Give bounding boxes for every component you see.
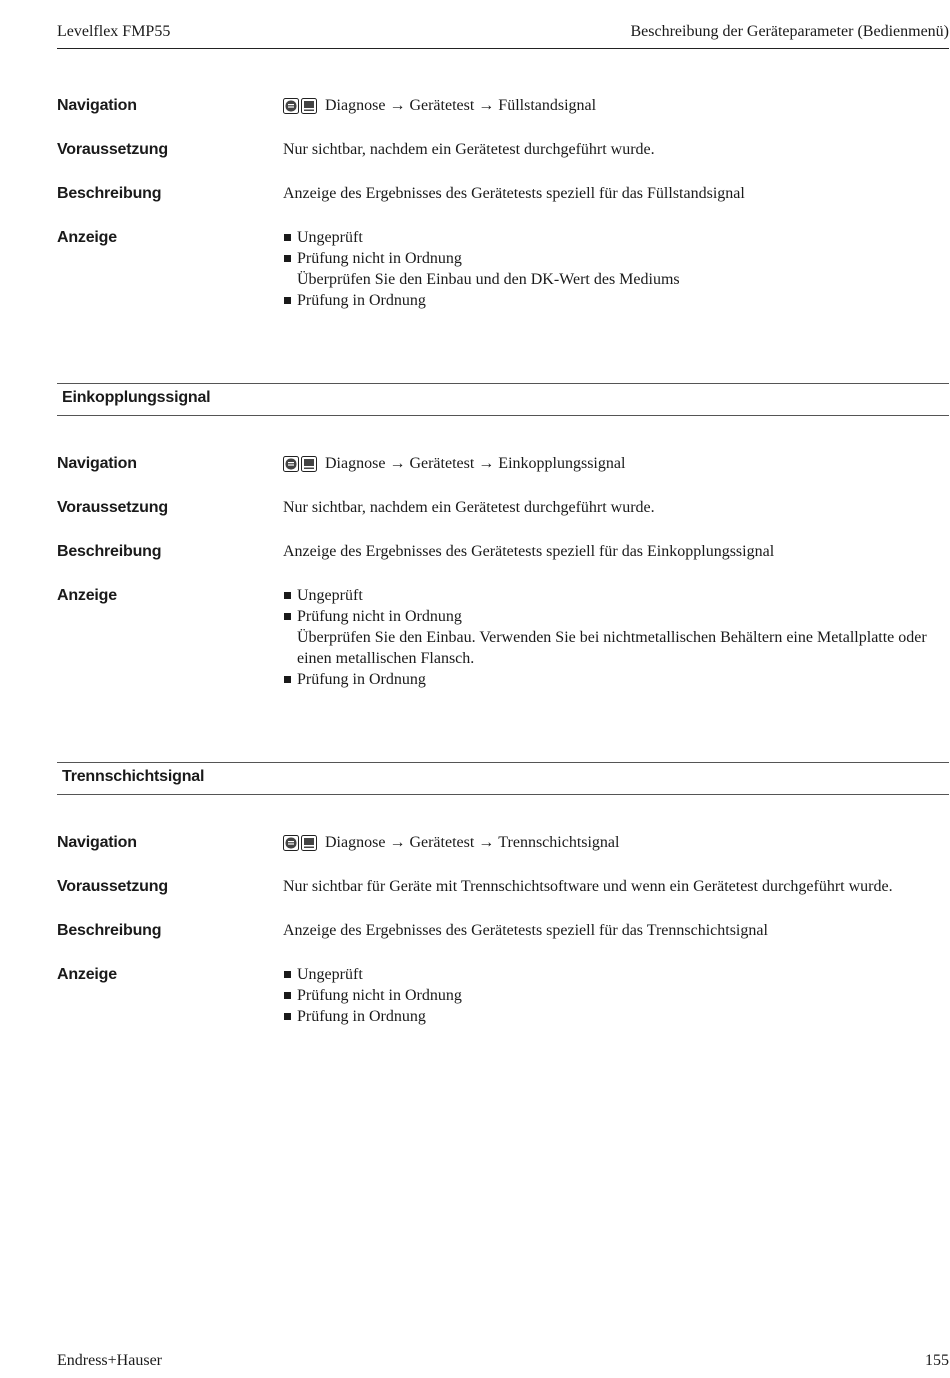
nav-arrow: → xyxy=(389,97,406,114)
list-item: Ungeprüft xyxy=(283,227,949,248)
header-chapter-title: Beschreibung der Geräteparameter (Bedienmenü) xyxy=(630,23,949,40)
list-item: Prüfung nicht in Ordnung xyxy=(283,985,949,1006)
nav-arrow: → xyxy=(478,834,495,851)
description-text: Anzeige des Ergebnisses des Gerätetests speziell für das Trennschichtsignal xyxy=(283,922,768,939)
operating-menu-icon xyxy=(283,98,299,114)
display-label: Anzeige xyxy=(57,587,117,604)
page-number: 155 xyxy=(925,1352,949,1369)
navigation-path xyxy=(283,95,949,117)
prerequisite-label: Voraussetzung xyxy=(57,878,168,895)
operating-menu-icon xyxy=(283,835,299,851)
nav-step-3: Trennschichtsignal xyxy=(498,834,620,851)
nav-step-3: Füllstandsignal xyxy=(498,97,597,114)
nav-step-1: Diagnose xyxy=(325,97,386,114)
nav-step-1: Diagnose xyxy=(325,834,386,851)
display-label: Anzeige xyxy=(57,966,117,983)
prerequisite-label: Voraussetzung xyxy=(57,141,168,158)
prerequisite-text: Nur sichtbar, nachdem ein Gerätetest durchgeführt wurde. xyxy=(283,141,655,158)
list-item: Ungeprüft xyxy=(283,585,949,606)
description-label: Beschreibung xyxy=(57,543,162,560)
section-title: Einkopplungssignal xyxy=(62,389,211,406)
nav-arrow: → xyxy=(389,834,406,851)
display-icon xyxy=(301,98,317,114)
display-label: Anzeige xyxy=(57,229,117,246)
nav-step-1: Diagnose xyxy=(325,455,386,472)
prerequisite-text: Nur sichtbar, nachdem ein Gerätetest durchgeführt wurde. xyxy=(283,499,655,516)
section-title: Trennschichtsignal xyxy=(62,768,205,785)
list-item: Prüfung in Ordnung xyxy=(283,1006,949,1027)
description-text: Anzeige des Ergebnisses des Gerätetests speziell für das Füllstandsignal xyxy=(283,185,745,202)
nav-step-3: Einkopplungssignal xyxy=(498,455,626,472)
section-heading xyxy=(57,762,949,795)
section-heading xyxy=(57,383,949,416)
nav-arrow: → xyxy=(389,455,406,472)
list-item: Prüfung nicht in Ordnung Überprüfen Sie den Einbau. Verwenden Sie bei nichtmetallischen Behältern eine Metallplatte oder einen metallischen Flansch. xyxy=(283,606,949,669)
nav-step-2: Gerätetest xyxy=(409,97,475,114)
navigation-label: Navigation xyxy=(57,455,137,472)
navigation-path xyxy=(283,453,949,475)
header-document-title: Levelflex FMP55 xyxy=(57,23,171,40)
description-text: Anzeige des Ergebnisses des Gerätetests speziell für das Einkopplungssignal xyxy=(283,543,775,560)
navigation-path xyxy=(283,832,949,854)
list-item: Prüfung in Ordnung xyxy=(283,669,949,690)
list-item: Ungeprüft xyxy=(283,964,949,985)
footer-company: Endress+Hauser xyxy=(57,1352,162,1369)
navigation-label: Navigation xyxy=(57,834,137,851)
operating-menu-icon xyxy=(283,456,299,472)
prerequisite-label: Voraussetzung xyxy=(57,499,168,516)
display-options-list xyxy=(283,227,949,311)
list-item: Prüfung nicht in Ordnung Überprüfen Sie den Einbau und den DK-Wert des Mediums xyxy=(283,248,949,290)
list-item: Prüfung in Ordnung xyxy=(283,290,949,311)
description-label: Beschreibung xyxy=(57,922,162,939)
option-hint: Überprüfen Sie den Einbau. Verwenden Sie bei nichtmetallischen Behältern eine Metallplatte oder einen metallischen Flansch. xyxy=(297,629,927,667)
header-divider xyxy=(57,48,949,49)
nav-arrow: → xyxy=(478,97,495,114)
display-options-list xyxy=(283,585,949,690)
prerequisite-text: Nur sichtbar für Geräte mit Trennschichtsoftware und wenn ein Gerätetest durchgeführt wurde. xyxy=(283,878,893,895)
nav-arrow: → xyxy=(478,455,495,472)
display-icon xyxy=(301,835,317,851)
option-hint: Überprüfen Sie den Einbau und den DK-Wert des Mediums xyxy=(297,271,680,288)
display-icon xyxy=(301,456,317,472)
nav-step-2: Gerätetest xyxy=(409,455,475,472)
description-label: Beschreibung xyxy=(57,185,162,202)
nav-step-2: Gerätetest xyxy=(409,834,475,851)
display-options-list xyxy=(283,964,949,1027)
navigation-label: Navigation xyxy=(57,97,137,114)
